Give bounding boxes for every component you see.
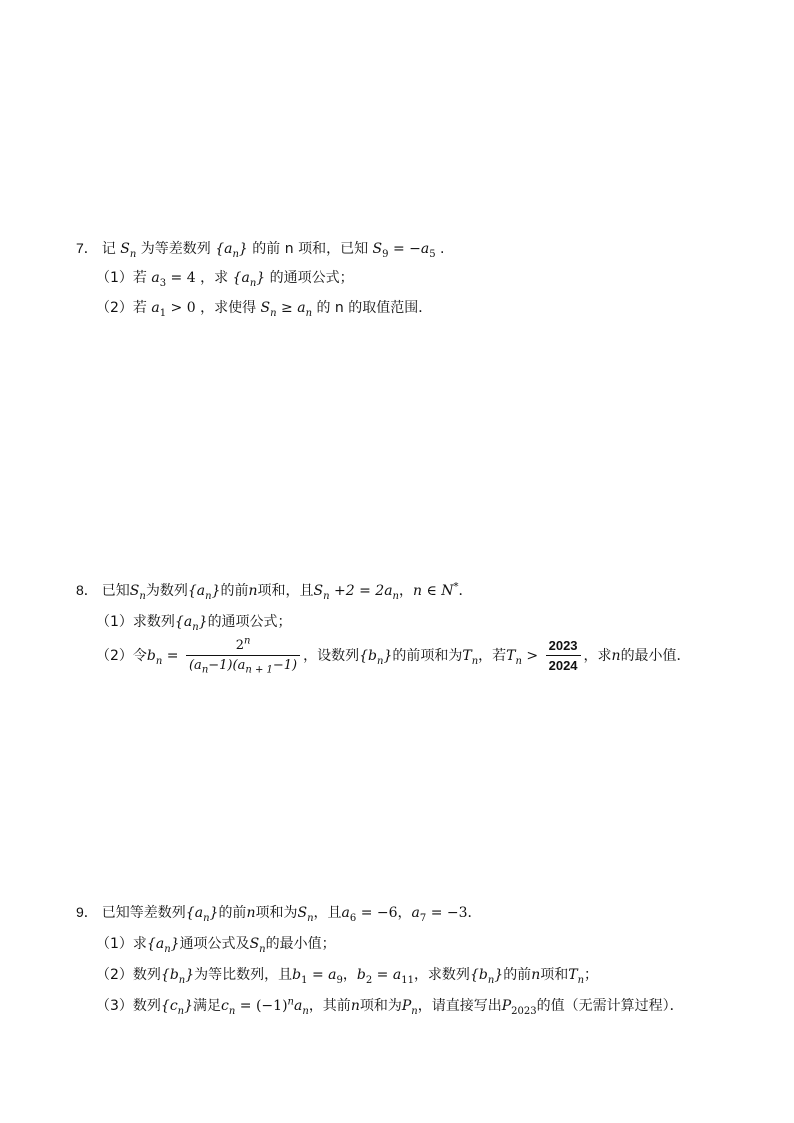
math-sub: 1 <box>159 307 167 319</box>
fraction-numerator: 2023 <box>546 638 581 656</box>
part-label: （1）求数列 <box>96 614 175 630</box>
math-var: > 0 <box>166 300 196 316</box>
math-var: {a <box>174 614 193 630</box>
math-var: n <box>531 967 541 983</box>
math-sub: n <box>323 590 330 602</box>
text: ，求 <box>195 270 233 286</box>
part-label: （2）数列 <box>96 967 161 983</box>
text: ，求使得 <box>195 300 261 316</box>
math-var: S <box>120 241 130 257</box>
text: 项和 <box>540 967 569 983</box>
part-label: （1）若 <box>96 270 152 286</box>
text: 的前项和为 <box>392 648 463 664</box>
q8-part2 <box>96 635 691 676</box>
text: 已知等差数列 <box>101 905 186 921</box>
math-var: a <box>151 300 160 316</box>
math-var: = −6 <box>356 905 398 921</box>
math-var: } <box>184 998 194 1014</box>
math-sup: * <box>453 581 459 593</box>
q9-part2 <box>96 965 598 985</box>
text: 的前 <box>220 583 249 599</box>
math-sub: n <box>203 912 210 924</box>
fraction-denominator <box>186 656 300 674</box>
text: 的值（无需计算过程）． <box>536 998 684 1014</box>
text: 的通项公式； <box>265 270 354 286</box>
question-number: 7． <box>76 240 98 256</box>
math-var: } <box>494 967 504 983</box>
math-sub: n <box>305 307 313 319</box>
text: 项和，且 <box>257 583 314 599</box>
math-var: n <box>611 648 621 664</box>
math-sub: n <box>192 621 199 633</box>
math-var: 2 <box>235 638 244 653</box>
text: 的最小值． <box>620 648 691 664</box>
math-var: a <box>341 905 350 921</box>
math-var: T <box>462 648 472 664</box>
math-var: } <box>198 614 208 630</box>
math-var: = 4 <box>166 270 196 286</box>
math-sub: n <box>270 307 277 319</box>
math-var: a <box>151 270 160 286</box>
math-var: n <box>248 583 258 599</box>
math-sub: n <box>178 974 186 986</box>
text: 为等比数列，且 <box>194 967 293 983</box>
q9-part3 <box>96 996 684 1016</box>
math-sub: 1 <box>301 974 308 986</box>
math-sub: n <box>232 248 239 260</box>
math-sub: n <box>228 1005 236 1017</box>
text: 满足 <box>193 998 222 1014</box>
math-var: = −a <box>388 241 430 257</box>
math-var: S <box>372 241 383 257</box>
math-sub: n <box>471 655 479 667</box>
math-sup: n <box>287 996 294 1008</box>
q7-part2 <box>96 298 432 318</box>
math-sub: n <box>139 590 146 602</box>
text: ，求数列 <box>413 967 470 983</box>
math-sub: n <box>177 1005 185 1017</box>
math-var: } <box>256 270 266 286</box>
part-label: （2）若 <box>96 300 152 316</box>
math-sub: n <box>164 943 171 955</box>
math-var: } <box>170 936 180 952</box>
fraction <box>186 635 300 676</box>
text: 的通项公式； <box>207 614 292 630</box>
math-var: +2 = 2a <box>329 583 393 599</box>
math-var: } <box>238 241 248 257</box>
math-var: c <box>221 998 229 1014</box>
text: ， <box>399 583 413 599</box>
part-label: （1）求 <box>96 936 147 952</box>
math-sup: n <box>243 635 251 647</box>
math-var: S <box>260 300 271 316</box>
part-label: （3）数列 <box>96 998 161 1014</box>
math-sub: 9 <box>382 248 389 260</box>
text: 已知 <box>101 583 130 599</box>
math-var: S <box>297 905 308 921</box>
text: 的 n 的取值范围． <box>312 300 433 316</box>
math-var: (a <box>188 658 202 673</box>
text: 项和为 <box>255 905 298 921</box>
math-var: {c <box>160 998 178 1014</box>
math-sub: n + 1 <box>245 664 273 676</box>
math-sub: 9 <box>336 974 343 986</box>
fraction-numerator <box>186 635 300 656</box>
text: ，若 <box>478 648 507 664</box>
math-sub: n <box>302 1005 309 1017</box>
math-var: {a <box>187 583 206 599</box>
math-var: {b <box>160 967 179 983</box>
math-var: {a <box>185 905 204 921</box>
math-var: > <box>521 648 543 664</box>
text: 的最小值； <box>265 936 336 952</box>
text: 为等差数列 <box>136 241 216 257</box>
text: 的前 <box>503 967 532 983</box>
text: 的前 <box>218 905 247 921</box>
math-var: = a <box>372 967 402 983</box>
text: ，其前 <box>308 998 351 1014</box>
math-var: {a <box>232 270 250 286</box>
math-var: {b <box>469 967 488 983</box>
math-sub: 6 <box>349 912 357 924</box>
math-sub: 3 <box>159 277 167 289</box>
question-number: 9． <box>76 904 98 920</box>
math-sub: n <box>392 590 399 602</box>
math-sub: 5 <box>429 248 436 260</box>
q7-part1 <box>96 268 354 288</box>
math-var: {b <box>359 648 377 664</box>
question-number: 8． <box>76 582 98 598</box>
math-var: T <box>506 648 516 664</box>
text: ； <box>584 967 599 983</box>
math-sub: 2023 <box>511 1005 537 1017</box>
q9-stem <box>76 902 482 923</box>
math-var: = −3 <box>426 905 468 921</box>
math-sub: 2 <box>365 974 373 986</box>
math-sub: n <box>307 912 314 924</box>
fraction <box>546 638 581 674</box>
math-var: n <box>350 998 360 1014</box>
part-label: （2）令 <box>96 648 147 664</box>
math-sub: n <box>129 248 137 260</box>
math-var: P <box>401 998 412 1014</box>
math-var: a <box>294 998 303 1014</box>
math-sub: 7 <box>419 912 427 924</box>
text: ，设数列 <box>303 648 360 664</box>
text: 记 <box>101 241 121 257</box>
math-sub: n <box>377 655 384 667</box>
text: ． <box>458 583 473 599</box>
text: ，且 <box>313 905 342 921</box>
math-var: b <box>356 967 366 983</box>
text: 的前 n 项和，已知 <box>247 241 373 257</box>
math-var: ≥ a <box>276 300 306 316</box>
text: ， <box>342 967 357 983</box>
math-var: n ∈ N <box>413 583 454 599</box>
math-var: } <box>209 905 219 921</box>
math-var: } <box>383 648 393 664</box>
math-sub: n <box>411 1005 418 1017</box>
q9-part1 <box>96 934 336 954</box>
math-var: n <box>246 905 256 921</box>
math-var: S <box>313 583 324 599</box>
math-var: b <box>146 648 156 664</box>
math-var: {a <box>215 241 233 257</box>
math-var: } <box>185 967 195 983</box>
q8-stem <box>76 580 473 601</box>
text: 通项公式及 <box>179 936 250 952</box>
math-sub: n <box>201 664 209 676</box>
math-var: S <box>249 936 260 952</box>
math-var: −1)(a <box>208 658 246 673</box>
math-sub: n <box>205 590 212 602</box>
math-sub: n <box>515 655 522 667</box>
math-sub: n <box>577 974 585 986</box>
math-sub: n <box>155 655 163 667</box>
fraction-denominator: 2024 <box>548 658 578 673</box>
math-var: {a <box>146 936 165 952</box>
math-var: S <box>129 583 140 599</box>
math-var: −1) <box>272 658 298 673</box>
math-var: a <box>411 905 420 921</box>
math-var: b <box>292 967 302 983</box>
math-var: P <box>501 998 512 1014</box>
math-var: } <box>211 583 221 599</box>
text: 为数列 <box>145 583 188 599</box>
math-sub: 11 <box>401 974 414 986</box>
text: . <box>435 241 445 257</box>
text: 项和为 <box>359 998 402 1014</box>
math-var: = a <box>307 967 337 983</box>
q7-stem <box>76 238 445 259</box>
math-sub: n <box>487 974 495 986</box>
q8-part1 <box>96 612 292 632</box>
math-var: T <box>568 967 578 983</box>
text: ，请直接写出 <box>417 998 502 1014</box>
math-sub: n <box>249 277 257 289</box>
math-sub: n <box>259 943 266 955</box>
text: ． <box>467 905 482 921</box>
text: ，求 <box>583 648 612 664</box>
math-var: = (−1) <box>235 998 288 1014</box>
math-var: = <box>162 648 183 664</box>
text: ， <box>397 905 412 921</box>
